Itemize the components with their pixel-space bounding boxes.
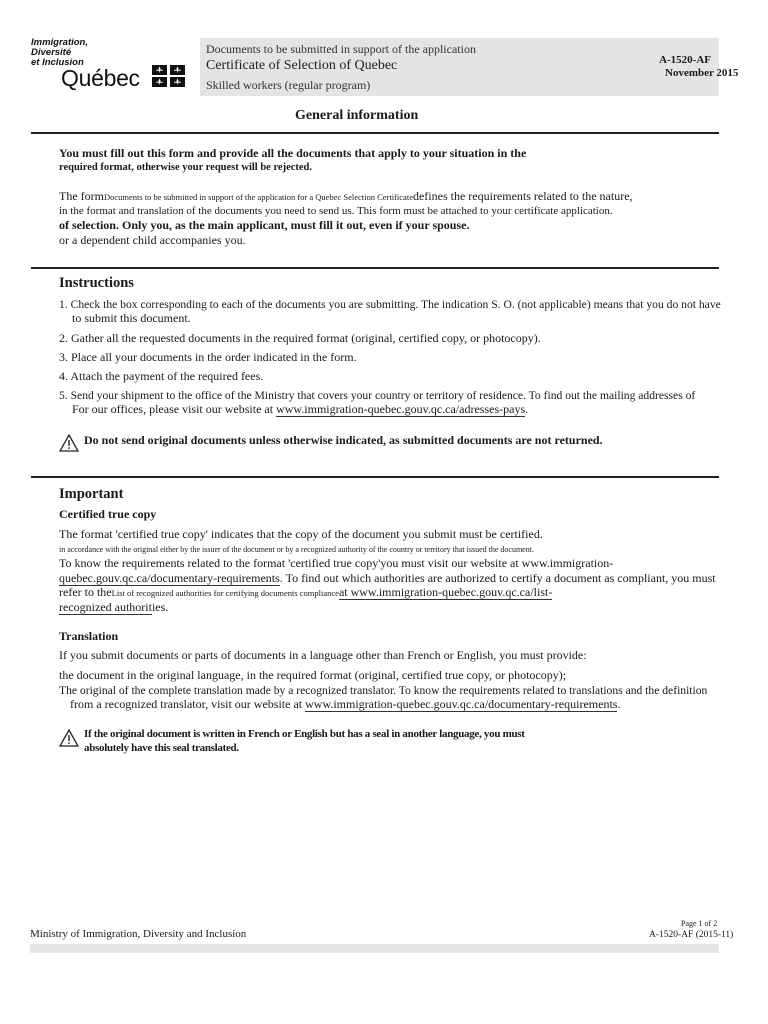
certified-copy-line-5: refer to theList of recognized authorities for certifying documents complianceat www.immigration-quebec.gouv.qc.ca/list- [59,585,553,599]
form-code: A-1520-AF [659,54,711,66]
instruction-item-5: 5. Send your shipment to the office of the Ministry that covers your country or territory of residence. To find out the mailing addresses of [59,389,696,402]
important-title: Important [59,486,124,502]
certified-copy-title: Certified true copy [59,507,157,521]
header-program: Skilled workers (regular program) [206,78,371,92]
general-paragraph-line-1: The formDocuments to be submitted in support of the application for a Quebec Selection Certificatedefines the requirements related to the nature, [59,189,633,203]
translation-requirements-link[interactable]: www.immigration-quebec.gouv.qc.ca/documentary-requirements [305,697,618,711]
certified-copy-line-4: quebec.gouv.qc.ca/documentary-requirements. To find out which authorities are authorized to certify a document as compliant, you must [59,571,716,585]
translation-line-2: the document in the original language, in the required format (original, certified true copy, or photocopy); [59,668,567,682]
addresses-link[interactable]: www.immigration-quebec.gouv.qc.ca/adresses-pays [276,402,526,416]
general-info-title: General information [295,108,419,123]
notice-line-1: You must fill out this form and provide all the documents that apply to your situation in the [59,146,527,160]
certified-copy-line-6: recognized authorities. [59,600,169,614]
page-number: Page 1 of 2 [681,919,718,928]
divider [31,267,719,269]
instruction-item-1-cont: to submit this document. [72,311,191,325]
certified-copy-line-1: The format 'certified true copy' indicates that the copy of the document you submit must be certified. [59,527,543,541]
translation-warning-line-1: If the original document is written in French or English but has a seal in another language, you must [84,728,525,740]
warning-icon [59,729,79,747]
instructions-title: Instructions [59,275,134,291]
translation-line-3: The original of the complete translation made by a recognized translator. To know the requirements related to translations and the definition [59,684,708,697]
translation-warning-line-2: absolutely have this seal translated. [84,742,239,754]
form-date: November 2015 [665,67,739,79]
quebec-logo [31,38,191,94]
footer-form-code: A-1520-AF (2015-11) [649,930,734,940]
instruction-item-4: 4. Attach the payment of the required fees. [59,369,264,383]
instruction-item-2: 2. Gather all the requested documents in the required format (original, certified copy, or photocopy). [59,331,541,345]
fleur-de-lis-flag-icon [152,65,186,87]
notice-line-2: required format, otherwise your request will be rejected. [59,162,313,173]
general-paragraph-line-4: or a dependent child accompanies you. [59,233,246,247]
divider [31,132,719,134]
header-form-title: Certificate of Selection of Quebec [206,58,398,73]
recognized-authorities-link-cont[interactable]: recognized authorit [59,600,152,614]
documentary-requirements-link[interactable]: quebec.gouv.qc.ca/documentary-requirements [59,571,280,585]
recognized-authorities-link[interactable]: at www.immigration-quebec.gouv.qc.ca/list- [338,585,553,599]
certified-copy-line-3: To know the requirements related to the format 'certified true copy'you must visit our website at www.immigration- [59,556,614,570]
header-line-1: Documents to be submitted in support of the application [206,42,476,56]
general-paragraph-line-2: in the format and translation of the documents you need to send us. This form must be attached to your certificate application. [59,205,613,217]
logo-ministry-text: Immigration, Diversité et Inclusion [31,37,89,68]
footer-ministry: Ministry of Immigration, Diversity and Inclusion [30,928,247,940]
footer-bar [30,944,719,953]
divider [31,476,719,478]
logo-quebec-wordmark: Québec [61,65,140,91]
warning-icon [59,434,79,452]
form-header-box [200,38,719,96]
certified-copy-line-2: in accordance with the original either by the issuer of the document or by a recognized authority of the country or territory that issued the document. [59,545,534,554]
instruction-item-3: 3. Place all your documents in the order indicated in the form. [59,350,357,364]
instruction-item-1: 1. Check the box corresponding to each of the documents you are submitting. The indication S. O. (not applicable) means that you do not have [59,298,721,311]
instruction-item-5-cont: For our offices, please visit our website at www.immigration-quebec.gouv.qc.ca/adresses-pays. [72,402,529,416]
instructions-warning: Do not send original documents unless otherwise indicated, as submitted documents are not returned. [84,433,603,447]
translation-line-1: If you submit documents or parts of documents in a language other than French or English, you must provide: [59,648,587,662]
general-paragraph-line-3: of selection. Only you, as the main applicant, must fill it out, even if your spouse. [59,218,470,232]
translation-line-4: from a recognized translator, visit our website at www.immigration-quebec.gouv.qc.ca/documentary-requirements. [70,697,621,711]
translation-title: Translation [59,629,119,643]
